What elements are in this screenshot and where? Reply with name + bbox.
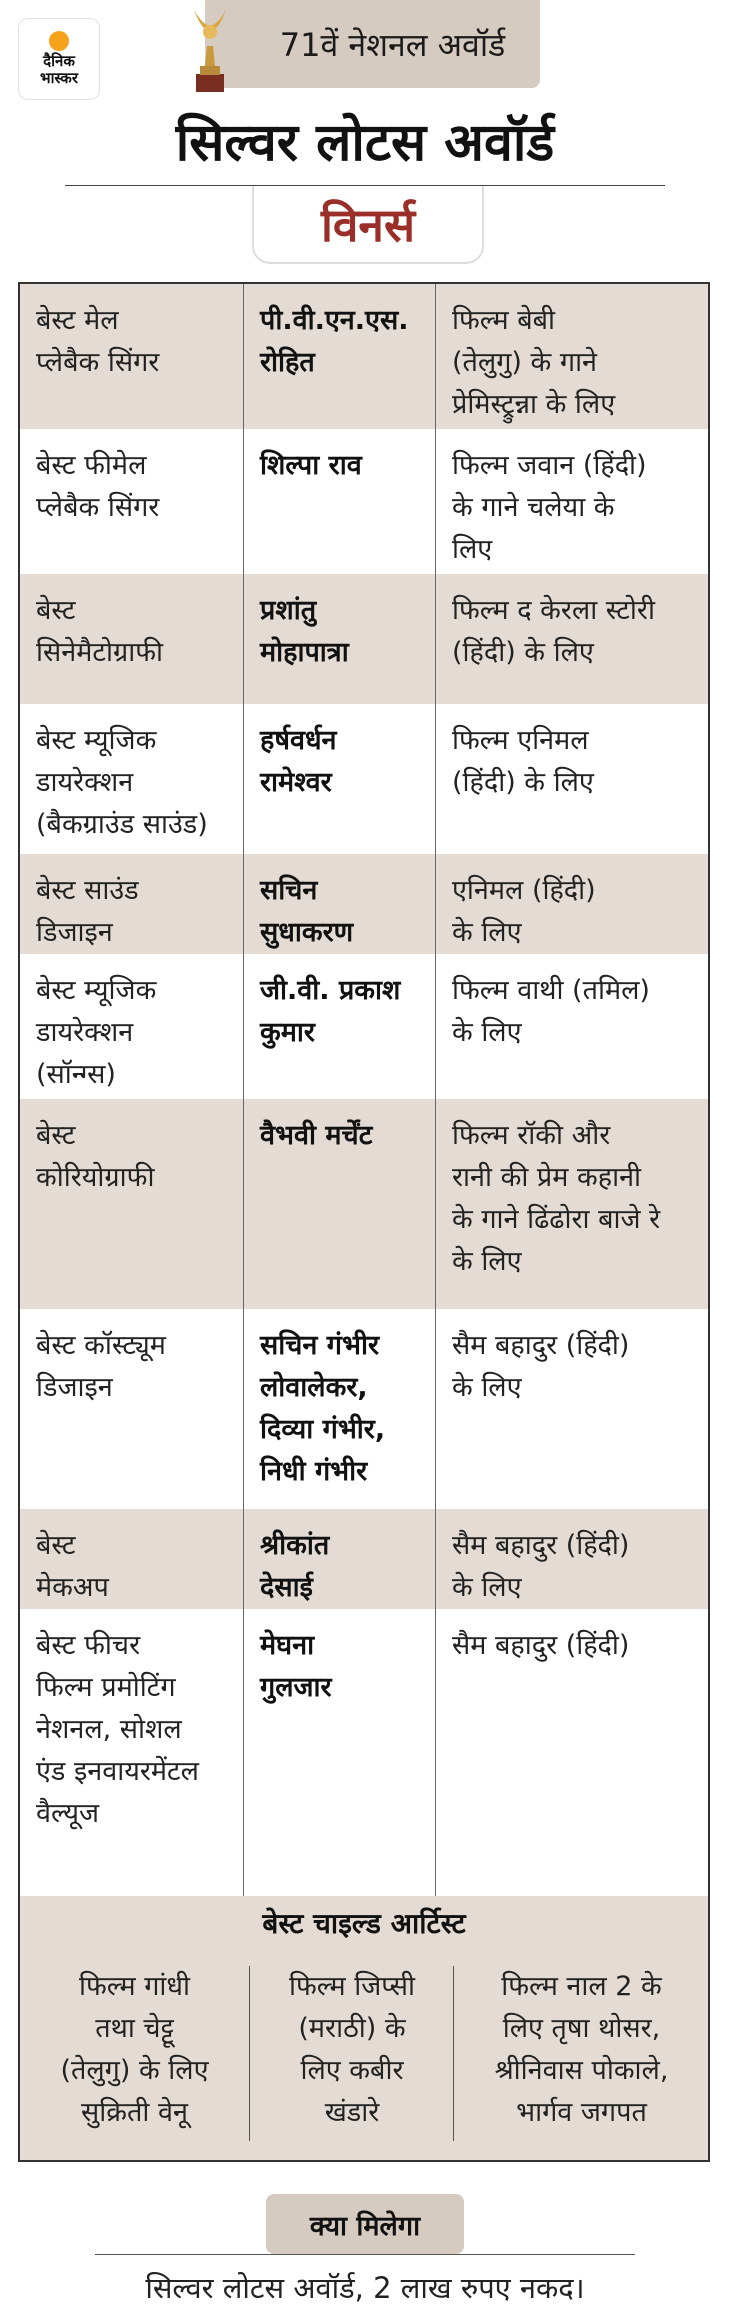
prize-label: क्या मिलेगा [309,2210,421,2242]
award-category-line: बेस्ट फीमेल [36,450,147,481]
winner-name [244,954,436,1099]
award-detail [436,574,708,704]
award-detail-line: (हिंदी) के लिए [452,637,594,668]
award-detail-line: के लिए [452,917,522,948]
child-artist-entry-1 [20,1966,249,2141]
line: (तेलुगु) के लिए [60,2055,209,2086]
award-detail-line: फिल्म एनिमल [452,725,589,756]
winners-table [18,282,710,2162]
winner-name-line: पी.वी.एन.एस. [260,305,409,336]
child-artist-entry-2 [249,1966,454,2141]
award-category [20,429,244,574]
winner-name-line: लोवालेकर, [260,1372,368,1403]
award-category [20,284,244,429]
trophy-icon [188,2,232,94]
award-category-line: बेस्ट [36,595,76,626]
award-detail-line: के गाने चलेया के [452,492,615,523]
line: भार्गव जगपत [516,2097,647,2128]
winner-name-line: श्रीकांत [260,1530,330,1561]
award-detail [436,429,708,574]
award-category-line: बेस्ट कॉस्ट्यूम [36,1330,166,1361]
winner-name-line: प्रशांतु [260,595,317,626]
table-row [20,284,708,429]
award-detail [436,1509,708,1609]
award-detail [436,704,708,854]
award-category [20,704,244,854]
award-category-line: बेस्ट मेल [36,305,119,336]
winner-name-line: देसाई [260,1572,313,1603]
winner-name [244,704,436,854]
table-row [20,954,708,1099]
award-category [20,1509,244,1609]
award-category-line: डायरेक्शन [36,767,134,798]
award-category-line: कोरियोग्राफी [36,1162,155,1193]
award-detail-line: के गाने ढिंढोरा बाजे रे [452,1204,661,1235]
award-category [20,854,244,954]
child-artist-entry-3 [453,1966,709,2141]
award-category-line: बेस्ट [36,1120,76,1151]
logo-line-2: भास्कर [40,69,78,87]
line: फिल्म गांधी [78,1971,191,2002]
prize-label-box [266,2194,464,2254]
award-detail [436,284,708,429]
line: (मराठी) के [298,2013,406,2044]
winner-name-line: सचिन गंभीर [260,1330,379,1361]
table-row [20,429,708,574]
award-detail-line: फिल्म वाथी (तमिल) [452,975,650,1006]
award-detail-line: सैम बहादुर (हिंदी) [452,1330,630,1361]
award-category-line: एंड इनवायरमेंटल [36,1756,199,1787]
award-category-line: डायरेक्शन [36,1017,134,1048]
header-badge [205,0,540,88]
line: लिए तृषा थोसर, [502,2013,661,2044]
line: फिल्म नाल 2 के [501,1971,662,2002]
winner-name [244,284,436,429]
award-detail-line: (हिंदी) के लिए [452,767,594,798]
line: खंडारे [324,2097,380,2128]
winner-name-line: वैभवी मर्चेंट [260,1120,373,1151]
award-detail [436,854,708,954]
award-detail-line: के लिए [452,1246,522,1277]
winner-name-line: निधी गंभीर [260,1456,368,1487]
award-category-line: नेशनल, सोशल [36,1714,182,1745]
award-detail-line: प्रेमिस्ट्रुन्ना के लिए [452,389,616,420]
award-category-line: डिजाइन [36,1372,113,1403]
winner-name [244,1609,436,1896]
winner-name [244,1099,436,1309]
table-row [20,1509,708,1609]
line: तथा चेट्टू [95,2013,174,2044]
award-category-line: (सॉन्ग्स) [36,1059,116,1090]
award-category [20,574,244,704]
award-category-line: प्लेबैक सिंगर [36,347,160,378]
winner-name [244,574,436,704]
page-title: सिल्वर लोटस अवॉर्ड [175,113,555,173]
child-artist-title: बेस्ट चाइल्ड आर्टिस्ट [262,1907,466,1940]
award-detail-line: लिए [452,534,493,565]
winner-name [244,429,436,574]
award-detail-line: फिल्म बेबी [452,305,556,336]
winner-name-line: जी.वी. प्रकाश [260,975,401,1006]
award-detail-line: फिल्म रॉकी और [452,1120,611,1151]
brand-logo [18,18,100,100]
table-row [20,854,708,954]
winner-name-line: सुधाकरण [260,917,354,948]
winner-name [244,854,436,954]
award-category [20,1099,244,1309]
winner-name [244,1309,436,1509]
winner-name-line: गुलजार [260,1672,332,1703]
winner-name-line: सचिन [260,875,318,906]
winners-tab [252,186,484,264]
award-category-line: बेस्ट फीचर [36,1630,141,1661]
award-detail-line: फिल्म द केरला स्टोरी [452,595,655,626]
award-category-line: बेस्ट [36,1530,76,1561]
award-detail-line: सैम बहादुर (हिंदी) [452,1630,630,1661]
award-detail-line: एनिमल (हिंदी) [452,875,596,906]
award-detail-line: सैम बहादुर (हिंदी) [452,1530,630,1561]
winner-name [244,1509,436,1609]
winner-name-line: शिल्पा राव [260,450,362,481]
winner-name-line: दिव्या गंभीर, [260,1414,386,1445]
award-category-line: प्लेबैक सिंगर [36,492,160,523]
award-detail [436,1309,708,1509]
winner-name-line: रामेश्वर [260,767,332,798]
award-category-line: वैल्यूज [36,1798,100,1829]
winner-name-line: मेघना [260,1630,315,1661]
award-detail [436,1609,708,1896]
child-artist-section [20,1896,708,2160]
header-badge-text: 71वें नेशनल अवॉर्ड [279,25,506,64]
award-detail-line: के लिए [452,1572,522,1603]
table-row [20,704,708,854]
winners-label: विनर्स [320,198,416,252]
award-category-line: बेस्ट म्यूजिक [36,975,157,1006]
line: सुक्रिती वेनू [81,2097,188,2128]
winner-name-line: कुमार [260,1017,315,1048]
line: लिए कबीर [300,2055,404,2086]
award-category-line: बेस्ट साउंड [36,875,139,906]
award-detail [436,1099,708,1309]
award-category-line: मेकअप [36,1572,109,1603]
award-category-line: फिल्म प्रमोटिंग [36,1672,176,1703]
award-category [20,1309,244,1509]
award-category-line: डिजाइन [36,917,113,948]
winner-name-line: मोहापात्रा [260,637,349,668]
table-row [20,1099,708,1309]
prize-divider [95,2254,635,2255]
award-category-line: सिनेमैटोग्राफी [36,637,164,668]
table-row [20,1309,708,1509]
award-detail-line: के लिए [452,1372,522,1403]
award-detail-line: फिल्म जवान (हिंदी) [452,450,647,481]
logo-line-1: दैनिक [43,52,75,70]
winner-name-line: हर्षवर्धन [260,725,337,756]
sun-icon [49,31,69,51]
award-category [20,954,244,1099]
award-category-line: बेस्ट म्यूजिक [36,725,157,756]
line: फिल्म जिप्सी [289,1971,415,2002]
award-detail [436,954,708,1099]
winner-name-line: रोहित [260,347,315,378]
award-category-line: (बैकग्राउंड साउंड) [36,809,208,840]
award-detail-line: रानी की प्रेम कहानी [452,1162,642,1193]
prize-text: सिल्वर लोटस अवॉर्ड, 2 लाख रुपए नकद। [145,2271,585,2305]
table-row [20,574,708,704]
award-detail-line: (तेलुगु) के गाने [452,347,598,378]
table-row [20,1609,708,1896]
line: श्रीनिवास पोकाले, [494,2055,669,2086]
award-detail-line: के लिए [452,1017,522,1048]
award-category [20,1609,244,1896]
